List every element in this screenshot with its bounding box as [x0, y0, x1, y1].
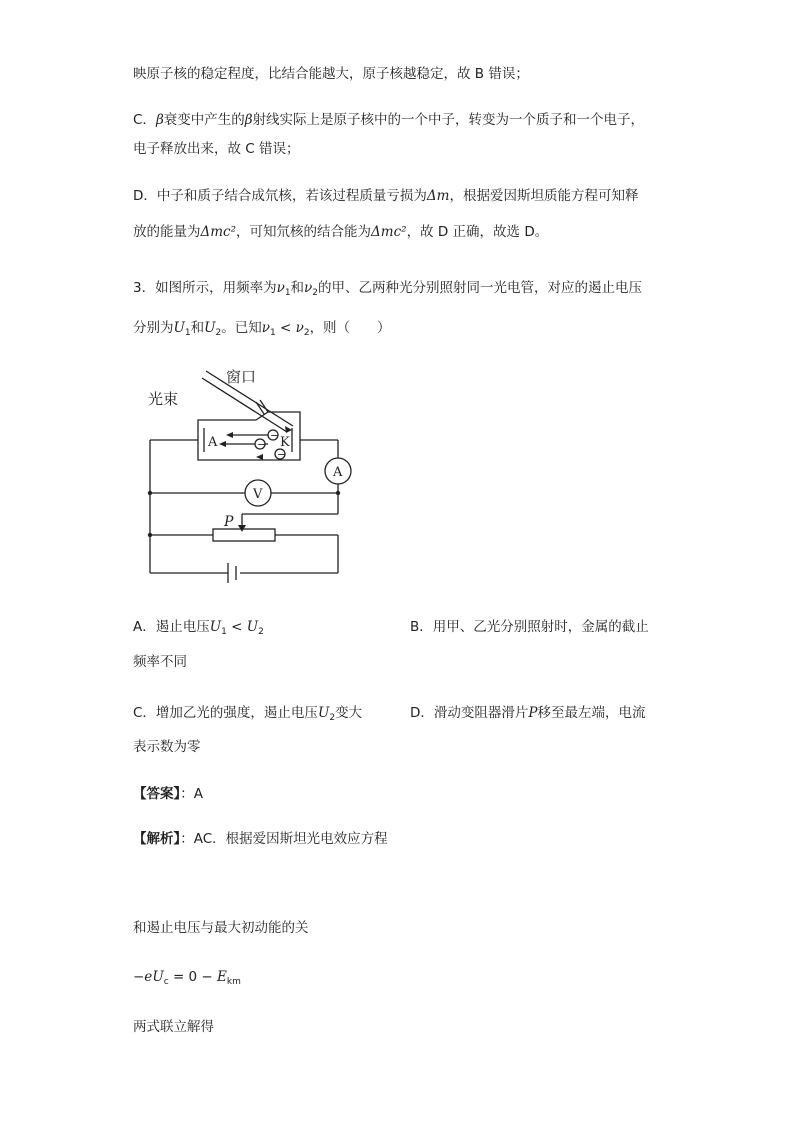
- option-d-line-1: D．滑动变阻器滑片P移至最左端，电流: [410, 705, 646, 721]
- analysis-equation: $-eU_c = 0 - E_{km}$: [133, 969, 241, 987]
- analysis-line-2: 和遏止电压与最大初动能的关: [133, 920, 309, 936]
- rheostat: [213, 529, 275, 541]
- prev-option-c-line-1: C．β衰变中产生的β射线实际上是原子核中的一个中子，转变为一个质子和一个电子，: [133, 112, 645, 128]
- prev-option-c-line-2: 电子释放出来，故 C 错误；: [133, 141, 300, 157]
- window-label: 窗口: [226, 368, 257, 386]
- slider-label: P: [224, 514, 234, 530]
- light-beam-label: 光束: [148, 390, 179, 408]
- ammeter-label: A: [333, 465, 343, 480]
- voltmeter-label: V: [253, 487, 263, 502]
- option-a: A．遏止电压$U_1 < U_2$: [133, 619, 264, 637]
- electron-sign: −: [257, 438, 267, 451]
- prev-line-1: 映原子核的稳定程度，比结合能越大，原子核越稳定，故 B 错误；: [133, 66, 529, 82]
- option-d-line-2: 表示数为零: [133, 739, 201, 755]
- analysis-line-1: 【解析】：AC．根据爱因斯坦光电效应方程: [133, 831, 388, 847]
- answer-label: 【答案】: [133, 786, 181, 802]
- cathode-label: K: [280, 435, 290, 450]
- answer-value: ：A: [180, 786, 203, 802]
- analysis-line-3: 两式联立解得: [133, 1019, 214, 1035]
- question-3-line-2: 分别为$U_1$和$U_2$。已知$\nu_1 < \nu_2$，则（ ）: [133, 320, 391, 338]
- electron-sign: −: [277, 448, 287, 461]
- anode-label: A: [208, 435, 218, 450]
- prev-option-d-line-2: 放的能量为Δmc²，可知氘核的结合能为Δmc²，故 D 正确，故选 D。: [133, 224, 549, 240]
- option-c: C．增加乙光的强度，遏止电压$U_2$变大: [133, 705, 363, 723]
- question-3-line-1: 3．如图所示，用频率为$\nu_1$和$\nu_2$的甲、乙两种光分别照射同一光电管，对应的遏止电压: [133, 280, 642, 298]
- answer-line: [133, 784, 203, 804]
- option-b-line-2: 频率不同: [133, 654, 187, 670]
- analysis-label: 【解析】: [133, 831, 181, 847]
- option-b-line-1: B．用甲、乙光分别照射时，金属的截止: [410, 619, 649, 635]
- photoelectric-circuit-diagram: [140, 360, 360, 590]
- electron-sign: −: [270, 429, 280, 442]
- prev-option-d-line-1: D．中子和质子结合成氘核，若该过程质量亏损为Δm，根据爱因斯坦质能方程可知释: [133, 188, 639, 204]
